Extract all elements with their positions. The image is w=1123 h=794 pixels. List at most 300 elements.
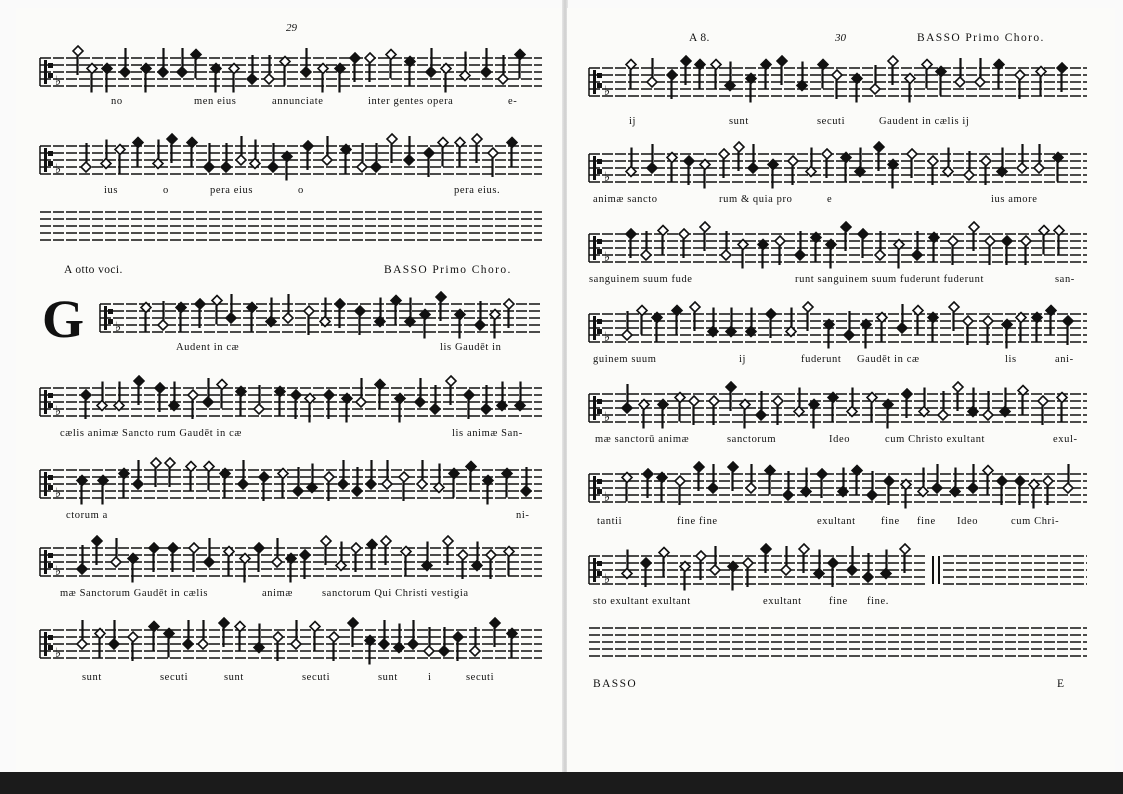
note-head-icon bbox=[679, 229, 689, 239]
lyric-text: fuderunt bbox=[801, 354, 842, 365]
note-head-icon bbox=[188, 390, 198, 400]
lyric-text: runt sanguinem suum fuderunt fuderunt bbox=[795, 274, 984, 285]
note-head-icon bbox=[832, 70, 842, 80]
note-head-icon bbox=[847, 565, 857, 575]
note-head-icon bbox=[158, 320, 168, 330]
note-head-icon bbox=[748, 163, 758, 173]
flat-sign-icon: ♭ bbox=[604, 250, 611, 265]
note-head-icon bbox=[424, 148, 434, 158]
music-staff bbox=[40, 376, 542, 423]
lyric-text: fine fine bbox=[677, 516, 718, 527]
flat-sign-icon: ♭ bbox=[604, 490, 611, 505]
lyric-text: secuti bbox=[302, 672, 331, 683]
lyric-text: secuti bbox=[160, 672, 189, 683]
clef-icon bbox=[108, 309, 113, 314]
note-head-icon bbox=[875, 250, 885, 260]
clef-icon bbox=[48, 563, 53, 568]
note-head-icon bbox=[273, 632, 283, 642]
note-head-icon bbox=[439, 646, 449, 656]
lyric-text: Audent in cæ bbox=[176, 342, 240, 353]
note-head-icon bbox=[997, 476, 1007, 486]
note-head-icon bbox=[1017, 163, 1027, 173]
note-head-icon bbox=[408, 639, 418, 649]
note-head-icon bbox=[204, 162, 214, 172]
note-head-icon bbox=[458, 550, 468, 560]
note-head-icon bbox=[300, 550, 310, 560]
note-head-icon bbox=[464, 390, 474, 400]
music-staff bbox=[40, 618, 542, 665]
lyric-text: sunt bbox=[82, 672, 102, 683]
note-head-icon bbox=[932, 483, 942, 493]
lyric-text: san- bbox=[1055, 274, 1075, 285]
clef-icon bbox=[597, 169, 602, 174]
footer-part-name: BASSO bbox=[593, 678, 638, 690]
music-staff bbox=[40, 458, 542, 505]
note-head-icon bbox=[338, 479, 348, 489]
note-head-icon bbox=[81, 390, 91, 400]
lyric-text: exultant bbox=[817, 516, 856, 527]
note-head-icon bbox=[689, 396, 699, 406]
lyric-text: exultant bbox=[763, 596, 802, 607]
lyric-text: Gaudent in cælis ij bbox=[879, 116, 970, 127]
note-head-icon bbox=[897, 323, 907, 333]
clef-icon bbox=[597, 399, 602, 404]
note-head-icon bbox=[443, 536, 453, 546]
clef-icon bbox=[48, 645, 53, 650]
clef-icon bbox=[593, 396, 596, 420]
lyric-text: guinem suum bbox=[593, 354, 657, 365]
lyric-text: o bbox=[163, 185, 169, 196]
note-head-icon bbox=[109, 639, 119, 649]
lyric-text: pera eius. bbox=[454, 185, 501, 196]
note-head-icon bbox=[708, 483, 718, 493]
note-head-icon bbox=[690, 302, 700, 312]
lyric-text: animæ sancto bbox=[593, 194, 658, 205]
lyric-text: cum Chri- bbox=[1011, 516, 1060, 527]
lyric-text: sanctorum bbox=[727, 434, 777, 445]
clef-icon bbox=[593, 236, 596, 260]
note-head-icon bbox=[1021, 236, 1031, 246]
note-head-icon bbox=[858, 229, 868, 239]
note-head-icon bbox=[641, 250, 651, 260]
note-head-icon bbox=[907, 149, 917, 159]
note-head-icon bbox=[404, 155, 414, 165]
signature-mark: A 8. bbox=[689, 32, 710, 44]
lyric-text: sunt bbox=[729, 116, 749, 127]
note-head-icon bbox=[329, 632, 339, 642]
note-head-icon bbox=[357, 162, 367, 172]
lyric-text: mæ sanctorū animæ bbox=[595, 434, 690, 445]
note-head-icon bbox=[221, 162, 231, 172]
note-head-icon bbox=[304, 306, 314, 316]
blank-staff bbox=[589, 628, 1087, 656]
note-head-icon bbox=[301, 67, 311, 77]
clef-icon bbox=[48, 63, 53, 68]
clef-icon bbox=[48, 635, 53, 640]
note-head-icon bbox=[348, 618, 358, 628]
note-head-icon bbox=[350, 53, 360, 63]
note-head-icon bbox=[238, 479, 248, 489]
note-head-icon bbox=[155, 383, 165, 393]
note-head-icon bbox=[721, 250, 731, 260]
note-head-icon bbox=[622, 330, 632, 340]
note-head-icon bbox=[795, 250, 805, 260]
note-head-icon bbox=[475, 320, 485, 330]
decorated-initial: G bbox=[42, 289, 85, 349]
note-head-icon bbox=[700, 222, 710, 232]
note-head-icon bbox=[198, 639, 208, 649]
clef-icon bbox=[44, 632, 47, 656]
note-head-icon bbox=[775, 236, 785, 246]
note-head-icon bbox=[324, 390, 334, 400]
clef-icon bbox=[48, 161, 53, 166]
lyric-text: ani- bbox=[1055, 354, 1074, 365]
lyric-text: Ideo bbox=[957, 516, 979, 527]
clef-icon bbox=[44, 390, 47, 414]
note-head-icon bbox=[969, 222, 979, 232]
note-head-icon bbox=[777, 56, 787, 66]
lyric-text: mæ Sanctorum Gaudēt in cælis bbox=[60, 588, 209, 599]
music-staff bbox=[589, 142, 1087, 189]
note-head-icon bbox=[694, 462, 704, 472]
note-head-icon bbox=[1063, 483, 1073, 493]
clef-icon bbox=[597, 489, 602, 494]
clef-icon bbox=[48, 403, 53, 408]
note-head-icon bbox=[822, 149, 832, 159]
note-head-icon bbox=[746, 483, 756, 493]
flat-sign-icon: ♭ bbox=[55, 74, 62, 89]
music-staff bbox=[589, 382, 1087, 429]
note-head-icon bbox=[641, 558, 651, 568]
note-head-icon bbox=[626, 229, 636, 239]
clef-icon bbox=[597, 239, 602, 244]
note-head-icon bbox=[1057, 63, 1067, 73]
clef-icon bbox=[597, 249, 602, 254]
lyric-text: sunt bbox=[378, 672, 398, 683]
note-head-icon bbox=[728, 462, 738, 472]
note-head-icon bbox=[291, 390, 301, 400]
note-head-icon bbox=[799, 544, 809, 554]
note-head-icon bbox=[254, 543, 264, 553]
note-head-icon bbox=[912, 250, 922, 260]
note-head-icon bbox=[985, 236, 995, 246]
note-head-icon bbox=[844, 330, 854, 340]
flat-sign-icon: ♭ bbox=[604, 330, 611, 345]
note-head-icon bbox=[955, 77, 965, 87]
music-staff bbox=[40, 46, 542, 93]
note-head-icon bbox=[863, 572, 873, 582]
lyric-text: fine. bbox=[867, 596, 889, 607]
note-head-icon bbox=[381, 536, 391, 546]
note-head-icon bbox=[647, 163, 657, 173]
note-head-icon bbox=[77, 564, 87, 574]
note-head-icon bbox=[1043, 476, 1053, 486]
note-head-icon bbox=[203, 397, 213, 407]
note-head-icon bbox=[430, 404, 440, 414]
note-head-icon bbox=[696, 551, 706, 561]
note-head-icon bbox=[322, 155, 332, 165]
note-head-icon bbox=[264, 74, 274, 84]
note-head-icon bbox=[902, 389, 912, 399]
note-head-icon bbox=[743, 558, 753, 568]
note-head-icon bbox=[867, 490, 877, 500]
note-head-icon bbox=[647, 77, 657, 87]
note-head-icon bbox=[504, 299, 514, 309]
flat-sign-icon: ♭ bbox=[604, 572, 611, 587]
flat-sign-icon: ♭ bbox=[604, 410, 611, 425]
note-head-icon bbox=[709, 396, 719, 406]
note-head-icon bbox=[684, 156, 694, 166]
lyric-text: e- bbox=[508, 96, 518, 107]
music-staff bbox=[589, 56, 1087, 103]
note-head-icon bbox=[488, 148, 498, 158]
left-page bbox=[16, 8, 564, 772]
clef-icon bbox=[48, 485, 53, 490]
note-head-icon bbox=[756, 410, 766, 420]
flat-sign-icon: ♭ bbox=[115, 320, 122, 335]
voices-label: A otto voci. bbox=[64, 264, 123, 276]
note-head-icon bbox=[817, 469, 827, 479]
note-head-icon bbox=[453, 632, 463, 642]
flat-sign-icon: ♭ bbox=[55, 486, 62, 501]
page-number-right: 30 bbox=[835, 32, 846, 44]
note-head-icon bbox=[303, 141, 313, 151]
flat-sign-icon: ♭ bbox=[55, 162, 62, 177]
lyric-text: fine bbox=[917, 516, 936, 527]
clef-icon bbox=[104, 306, 107, 330]
lyric-text: ius amore bbox=[991, 194, 1038, 205]
music-staff bbox=[100, 292, 542, 339]
note-head-icon bbox=[1063, 316, 1073, 326]
note-head-icon bbox=[236, 155, 246, 165]
note-head-icon bbox=[399, 472, 409, 482]
final-barline bbox=[933, 556, 1087, 584]
note-head-icon bbox=[415, 397, 425, 407]
lyric-text: pera eius bbox=[210, 185, 254, 196]
clef-icon bbox=[597, 73, 602, 78]
clef-icon bbox=[597, 159, 602, 164]
note-head-icon bbox=[1015, 476, 1025, 486]
note-head-icon bbox=[968, 483, 978, 493]
note-head-icon bbox=[352, 486, 362, 496]
note-head-icon bbox=[963, 316, 973, 326]
note-head-icon bbox=[158, 67, 168, 77]
lyric-text: secuti bbox=[817, 116, 846, 127]
page-number-left: 29 bbox=[286, 22, 297, 34]
note-head-icon bbox=[81, 162, 91, 172]
music-staff bbox=[40, 536, 542, 583]
lyric-text: cum Christo exultant bbox=[885, 434, 986, 445]
clef-icon bbox=[44, 472, 47, 496]
note-head-icon bbox=[486, 550, 496, 560]
lyric-text: tantii bbox=[597, 516, 623, 527]
music-staff bbox=[40, 134, 542, 181]
clef-icon bbox=[593, 476, 596, 500]
clef-icon bbox=[597, 319, 602, 324]
note-head-icon bbox=[1038, 396, 1048, 406]
clef-icon bbox=[597, 571, 602, 576]
note-head-icon bbox=[335, 299, 345, 309]
clef-icon bbox=[597, 329, 602, 334]
lyric-text: ij bbox=[629, 116, 637, 127]
note-head-icon bbox=[521, 486, 531, 496]
note-head-icon bbox=[189, 543, 199, 553]
clef-icon bbox=[44, 148, 47, 172]
note-head-icon bbox=[498, 74, 508, 84]
note-head-icon bbox=[983, 316, 993, 326]
left-page-notation bbox=[16, 8, 564, 772]
lyric-text: Ideo bbox=[829, 434, 851, 445]
note-head-icon bbox=[884, 476, 894, 486]
note-head-icon bbox=[379, 639, 389, 649]
note-head-icon bbox=[888, 56, 898, 66]
note-head-icon bbox=[928, 156, 938, 166]
lyric-text: fine bbox=[829, 596, 848, 607]
note-head-icon bbox=[472, 134, 482, 144]
note-head-icon bbox=[1015, 70, 1025, 80]
note-head-icon bbox=[622, 403, 632, 413]
clef-icon bbox=[108, 319, 113, 324]
lyric-text: ij bbox=[739, 354, 747, 365]
note-head-icon bbox=[371, 162, 381, 172]
part-heading: BASSO Primo Choro. bbox=[917, 32, 1045, 44]
note-head-icon bbox=[183, 639, 193, 649]
clef-icon bbox=[593, 70, 596, 94]
footer-gathering-letter: E bbox=[1057, 678, 1066, 690]
lyric-text: cælis animæ Sancto rum Gaudēt in cæ bbox=[60, 428, 242, 439]
lyric-text: rum & quia pro bbox=[719, 194, 793, 205]
lyric-text: ius bbox=[104, 185, 119, 196]
note-head-icon bbox=[73, 46, 83, 56]
note-head-icon bbox=[1034, 163, 1044, 173]
lyric-text: o bbox=[298, 185, 304, 196]
note-head-icon bbox=[719, 149, 729, 159]
note-head-icon bbox=[870, 84, 880, 94]
clef-icon bbox=[597, 479, 602, 484]
note-head-icon bbox=[426, 67, 436, 77]
lyric-text: animæ bbox=[262, 588, 293, 599]
note-head-icon bbox=[953, 382, 963, 392]
note-head-icon bbox=[417, 479, 427, 489]
note-head-icon bbox=[92, 536, 102, 546]
note-head-icon bbox=[293, 486, 303, 496]
lyric-text: lis animæ San- bbox=[452, 428, 523, 439]
note-head-icon bbox=[128, 632, 138, 642]
note-head-icon bbox=[382, 479, 392, 489]
note-head-icon bbox=[938, 410, 948, 420]
note-head-icon bbox=[446, 376, 456, 386]
lyric-text: sunt bbox=[224, 672, 244, 683]
lyric-text: sanctorum Qui Christi vestigia bbox=[322, 588, 469, 599]
note-head-icon bbox=[77, 639, 87, 649]
note-head-icon bbox=[734, 142, 744, 152]
music-staff bbox=[589, 222, 1087, 269]
note-head-icon bbox=[167, 134, 177, 144]
note-head-icon bbox=[366, 479, 376, 489]
note-head-icon bbox=[324, 472, 334, 482]
music-staff bbox=[589, 462, 1087, 509]
note-head-icon bbox=[120, 67, 130, 77]
note-head-icon bbox=[481, 404, 491, 414]
note-head-icon bbox=[667, 70, 677, 80]
note-head-icon bbox=[481, 67, 491, 77]
clef-icon bbox=[593, 558, 596, 582]
note-head-icon bbox=[681, 56, 691, 66]
lyric-text: annunciate bbox=[272, 96, 324, 107]
note-head-icon bbox=[355, 306, 365, 316]
right-page bbox=[567, 8, 1115, 772]
note-head-icon bbox=[773, 396, 783, 406]
note-head-icon bbox=[490, 618, 500, 628]
note-head-icon bbox=[365, 53, 375, 63]
part-heading: BASSO Primo Choro. bbox=[384, 264, 512, 276]
note-head-icon bbox=[643, 469, 653, 479]
note-head-icon bbox=[387, 134, 397, 144]
clef-icon bbox=[593, 316, 596, 340]
note-head-icon bbox=[964, 170, 974, 180]
note-head-icon bbox=[165, 458, 175, 468]
note-head-icon bbox=[356, 397, 366, 407]
clef-icon bbox=[48, 73, 53, 78]
lyric-text: lis Gaudēt in bbox=[440, 342, 502, 353]
lyric-text: ctorum a bbox=[66, 510, 108, 521]
lyric-text: ni- bbox=[516, 510, 530, 521]
note-head-icon bbox=[219, 618, 229, 628]
note-head-icon bbox=[981, 156, 991, 166]
note-head-icon bbox=[781, 565, 791, 575]
note-head-icon bbox=[828, 558, 838, 568]
note-head-icon bbox=[149, 543, 159, 553]
clef-icon bbox=[593, 156, 596, 180]
lyric-text: fine bbox=[881, 516, 900, 527]
note-head-icon bbox=[874, 142, 884, 152]
note-head-icon bbox=[783, 490, 793, 500]
note-head-icon bbox=[321, 536, 331, 546]
lyric-text: Gaudēt in cæ bbox=[857, 354, 920, 365]
note-head-icon bbox=[291, 639, 301, 649]
note-head-icon bbox=[247, 74, 257, 84]
clef-icon bbox=[597, 83, 602, 88]
scanner-edge bbox=[0, 772, 1123, 794]
note-head-icon bbox=[803, 302, 813, 312]
music-staff bbox=[589, 544, 927, 591]
note-head-icon bbox=[675, 476, 685, 486]
note-head-icon bbox=[948, 236, 958, 246]
note-head-icon bbox=[177, 67, 187, 77]
flat-sign-icon: ♭ bbox=[55, 564, 62, 579]
note-head-icon bbox=[436, 292, 446, 302]
note-head-icon bbox=[761, 544, 771, 554]
lyric-text: sto exultant exultant bbox=[593, 596, 691, 607]
note-head-icon bbox=[168, 543, 178, 553]
lyric-text: lis bbox=[1005, 354, 1017, 365]
clef-icon bbox=[597, 561, 602, 566]
lyric-text: exul- bbox=[1053, 434, 1078, 445]
note-head-icon bbox=[272, 557, 282, 567]
note-head-icon bbox=[111, 557, 121, 567]
lyric-text: i bbox=[428, 672, 432, 683]
lyric-text: men eius bbox=[194, 96, 237, 107]
note-head-icon bbox=[975, 77, 985, 87]
note-head-icon bbox=[283, 313, 293, 323]
clef-icon bbox=[44, 60, 47, 84]
lyric-text: sanguinem suum fude bbox=[589, 274, 693, 285]
clef-icon bbox=[48, 475, 53, 480]
note-head-icon bbox=[983, 410, 993, 420]
note-head-icon bbox=[259, 472, 269, 482]
music-staff bbox=[589, 302, 1087, 349]
note-head-icon bbox=[710, 565, 720, 575]
